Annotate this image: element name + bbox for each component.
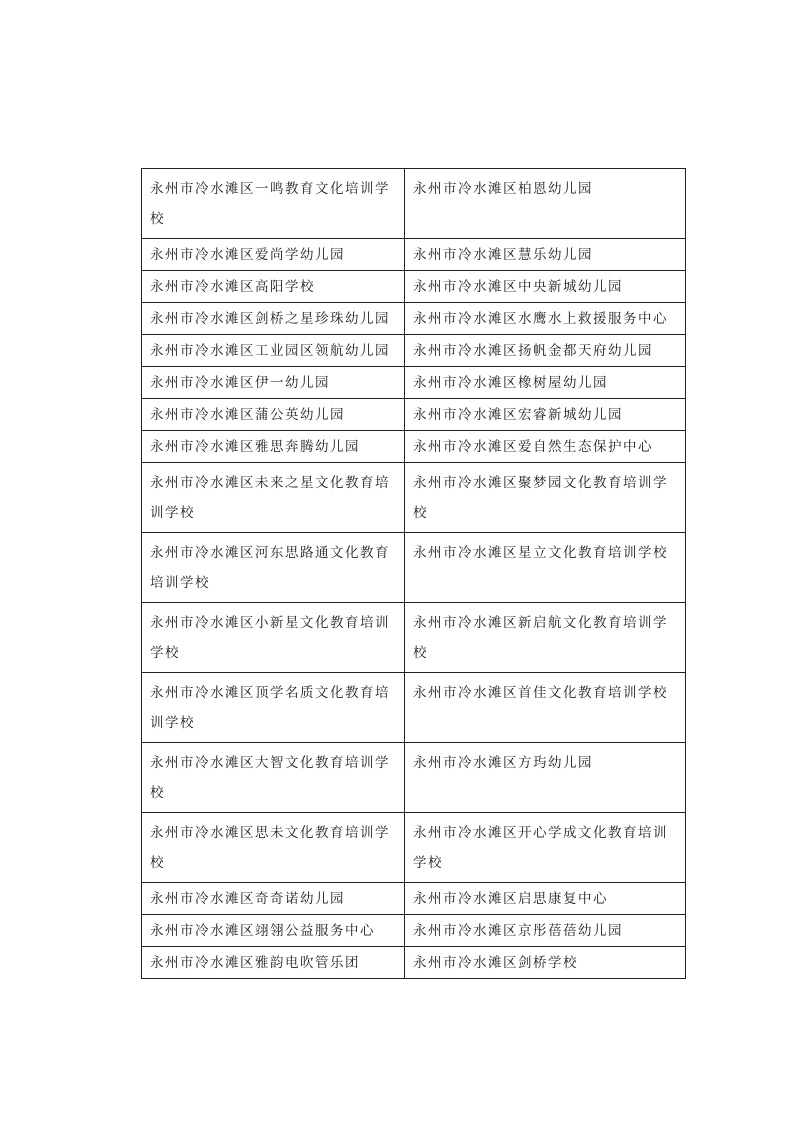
- table-cell: 永州市冷水滩区聚梦园文化教育培训学校: [405, 463, 686, 533]
- table-cell: 永州市冷水滩区新启航文化教育培训学校: [405, 603, 686, 673]
- table-cell: 永州市冷水滩区未来之星文化教育培训学校: [142, 463, 405, 533]
- table-row: [142, 335, 686, 367]
- table-cell: 永州市冷水滩区小新星文化教育培训学校: [142, 603, 405, 673]
- table-row: [142, 813, 686, 883]
- table-cell: 永州市冷水滩区中央新城幼儿园: [405, 271, 686, 303]
- table-cell: 永州市冷水滩区扬帆金都天府幼儿园: [405, 335, 686, 367]
- table-cell: 永州市冷水滩区启思康复中心: [405, 883, 686, 915]
- table-cell: 永州市冷水滩区京彤蓓蓓幼儿园: [405, 915, 686, 947]
- table-cell: 永州市冷水滩区伊一幼儿园: [142, 367, 405, 399]
- table-cell: 永州市冷水滩区慧乐幼儿园: [405, 239, 686, 271]
- table-row: [142, 463, 686, 533]
- table-cell: 永州市冷水滩区一鸣教育文化培训学校: [142, 169, 405, 239]
- table-cell: 永州市冷水滩区剑桥学校: [405, 947, 686, 979]
- table-cell: 永州市冷水滩区雅韵电吹管乐团: [142, 947, 405, 979]
- table-cell: 永州市冷水滩区剑桥之星珍珠幼儿园: [142, 303, 405, 335]
- table-cell: 永州市冷水滩区大智文化教育培训学校: [142, 743, 405, 813]
- organization-table-body: [142, 169, 686, 979]
- table-cell: 永州市冷水滩区河东思路通文化教育培训学校: [142, 533, 405, 603]
- organization-table: [141, 168, 686, 979]
- table-row: [142, 883, 686, 915]
- table-row: [142, 743, 686, 813]
- table-row: [142, 239, 686, 271]
- table-cell: 永州市冷水滩区蒲公英幼儿园: [142, 399, 405, 431]
- table-cell: 永州市冷水滩区星立文化教育培训学校: [405, 533, 686, 603]
- table-row: [142, 915, 686, 947]
- table-cell: 永州市冷水滩区翊翎公益服务中心: [142, 915, 405, 947]
- table-row: [142, 169, 686, 239]
- table-row: [142, 603, 686, 673]
- table-row: [142, 431, 686, 463]
- table-cell: 永州市冷水滩区橡树屋幼儿园: [405, 367, 686, 399]
- table-cell: 永州市冷水滩区爱自然生态保护中心: [405, 431, 686, 463]
- table-row: [142, 947, 686, 979]
- table-row: [142, 303, 686, 335]
- table-cell: 永州市冷水滩区爱尚学幼儿园: [142, 239, 405, 271]
- table-row: [142, 399, 686, 431]
- table-cell: 永州市冷水滩区宏睿新城幼儿园: [405, 399, 686, 431]
- table-row: [142, 367, 686, 399]
- table-cell: 永州市冷水滩区工业园区领航幼儿园: [142, 335, 405, 367]
- table-cell: 永州市冷水滩区方玙幼儿园: [405, 743, 686, 813]
- table-row: [142, 673, 686, 743]
- table-cell: 永州市冷水滩区柏恩幼儿园: [405, 169, 686, 239]
- table-row: [142, 271, 686, 303]
- table-cell: 永州市冷水滩区高阳学校: [142, 271, 405, 303]
- table-cell: 永州市冷水滩区顶学名质文化教育培训学校: [142, 673, 405, 743]
- table-row: [142, 533, 686, 603]
- table-cell: 永州市冷水滩区首佳文化教育培训学校: [405, 673, 686, 743]
- table-cell: 永州市冷水滩区水鹰水上救援服务中心: [405, 303, 686, 335]
- table-cell: 永州市冷水滩区开心学成文化教育培训学校: [405, 813, 686, 883]
- table-cell: 永州市冷水滩区思未文化教育培训学校: [142, 813, 405, 883]
- table-cell: 永州市冷水滩区奇奇诺幼儿园: [142, 883, 405, 915]
- table-cell: 永州市冷水滩区雅思奔腾幼儿园: [142, 431, 405, 463]
